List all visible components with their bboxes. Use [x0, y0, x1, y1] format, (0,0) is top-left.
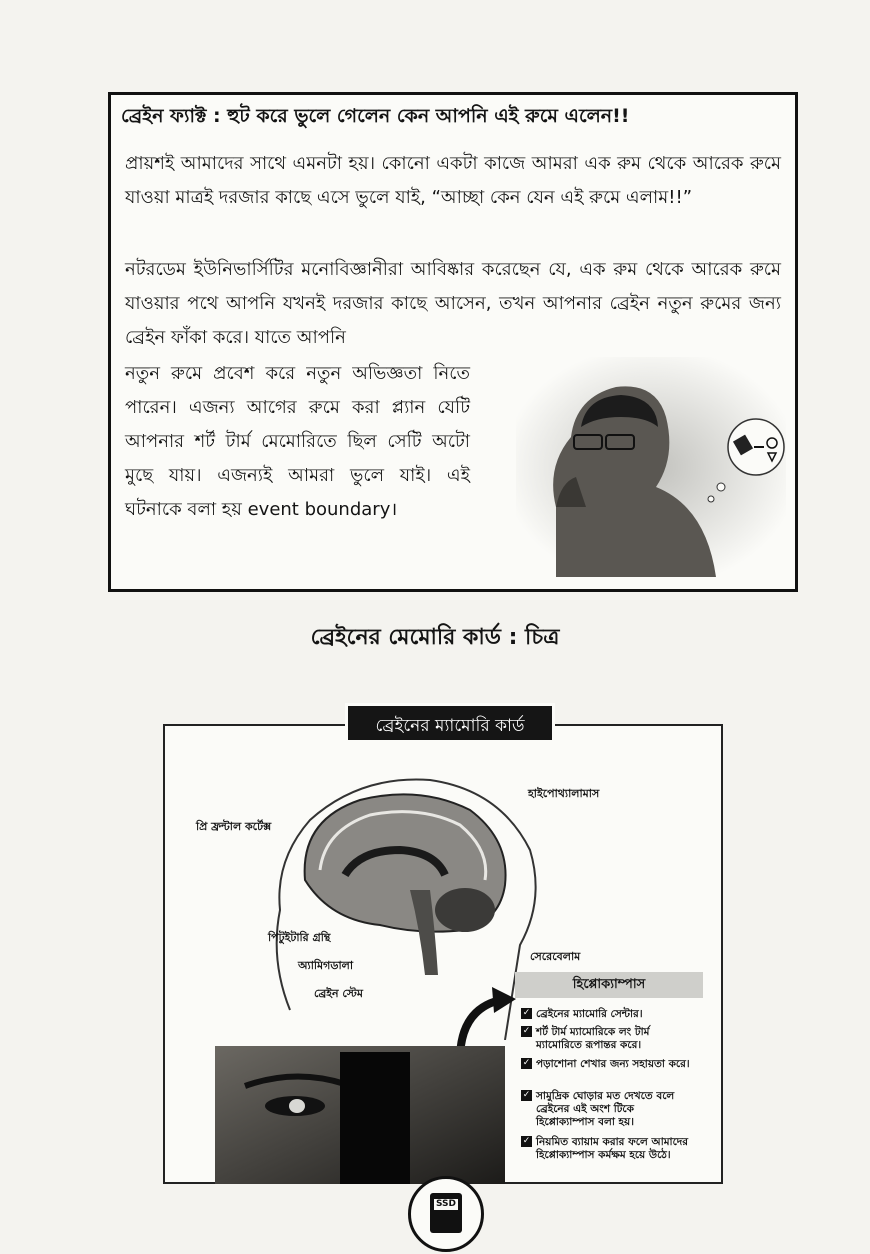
label-prefrontal-cortex: প্রি ফ্রন্টাল কর্টেক্স: [196, 820, 272, 833]
label-hypothalamus: হাইপোথ্যালামাস: [528, 787, 600, 800]
check-icon: ✓: [522, 1058, 531, 1068]
hand-silhouette: [340, 1052, 410, 1184]
check-icon: ✓: [522, 1026, 531, 1036]
check-icon: ✓: [522, 1008, 531, 1018]
thinking-man-illustration: [516, 357, 786, 577]
hippocampus-item: ✓ নিয়মিত ব্যায়াম করার ফলে আমাদের হিপ্পোক্যাম্পাস কর্মক্ষম হয়ে উঠে।: [522, 1136, 689, 1161]
fact-paragraph-1: প্রায়শই আমাদের সাথে এমনটা হয়। কোনো একটা কাজে আমরা এক রুম থেকে আরেক রুমে যাওয়া মাত্রই দরজার কাছে এসে ভুলে যাই, “আচ্ছা কেন যেন এই রুমে এলাম!!”: [125, 153, 781, 208]
brain-fact-box: [108, 92, 798, 592]
hippocampus-title: হিপ্পোক্যাম্পাস: [515, 972, 703, 998]
hippocampus-item: ✓ সামুদ্রিক ঘোড়ার মত দেখতে বলে ব্রেইনের এই অংশ টিকে হিপ্পোক্যাম্পাস বলা হয়।: [522, 1090, 675, 1128]
fact-paragraph-3: নতুন রুমে প্রবেশ করে নতুন অভিজ্ঞতা নিতে পারেন। এজন্য আগের রুমে করা প্ল্যান যেটি আপনার শর্ট টার্ম মেমোরিতে ছিল সেটি অটো মুছে যায়। এজন্যই আমরা ভুলে যাই। এই ঘটনাকে বলা হয় event boundary।: [125, 363, 470, 520]
fact-title: ব্রেইন ফ্যাক্ট : হুট করে ভুলে গেলেন কেন আপনি এই রুমে এলেন!!: [121, 105, 630, 127]
memory-card-header: ব্রেইনের ম্যামোরি কার্ড: [345, 703, 555, 743]
hippocampus-box: [515, 972, 703, 1182]
ssd-logo-icon: [408, 1176, 484, 1252]
hippocampus-item: ✓ শর্ট টার্ম ম্যামোরিকে লং টার্ম ম্যামোরিতে রূপান্তর করে।: [522, 1026, 650, 1051]
fact-paragraph-2: নটরডেম ইউনিভার্সিটির মনোবিজ্ঞানীরা আবিষ্কার করেছেন যে, এক রুম থেকে আরেক রুমে যাওয়ার পথে আপনি যখনই দরজার কাছে আসেন, তখন আপনার ব্রেইন নতুন রুমের জন্য ব্রেইন ফাঁকা করে। যাতে আপনি: [125, 259, 781, 348]
label-pituitary-gland: পিটুইটারি গ্রন্থি: [268, 931, 331, 944]
hippocampus-item: ✓ ব্রেইনের ম্যামোরি সেন্টার।: [522, 1008, 643, 1020]
label-amygdala: অ্যামিগডালা: [298, 959, 354, 972]
section-title: ব্রেইনের মেমোরি কার্ড : চিত্র: [310, 625, 560, 650]
label-brainstem: ব্রেইন স্টেম: [314, 987, 363, 1000]
logo-text: SSD: [435, 1199, 457, 1209]
check-icon: ✓: [522, 1136, 531, 1146]
label-cerebellum: সেরেবেলাম: [530, 950, 581, 963]
check-icon: ✓: [522, 1090, 531, 1100]
hippocampus-item: ✓ পড়াশোনা শেখার জন্য সহায়তা করে।: [522, 1058, 690, 1070]
